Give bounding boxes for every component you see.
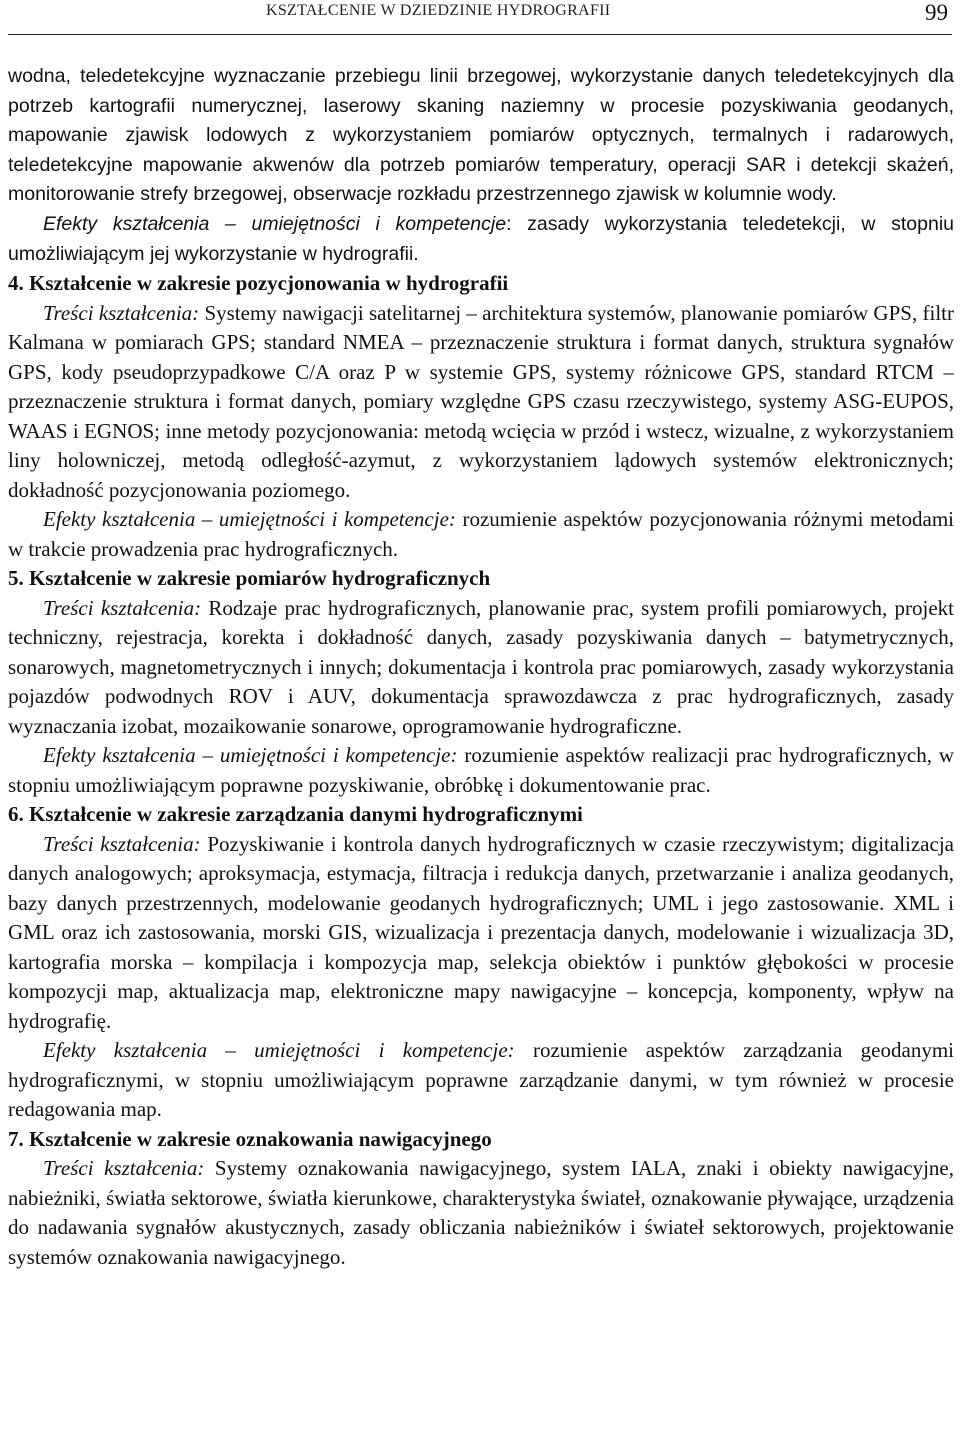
page-body bbox=[8, 62, 954, 1272]
effects-label: Efekty kształcenia – umiejętności i kompetencje: bbox=[43, 743, 458, 768]
content-label: Treści kształcenia: bbox=[43, 831, 201, 856]
intro-block bbox=[8, 62, 954, 269]
effects-text: : zasady wykorzystania teledetekcji, w stopniu umożliwiającym jej wykorzystanie w hydrografii. bbox=[8, 212, 954, 265]
effects-label: Efekty kształcenia – umiejętności i kompetencje bbox=[43, 212, 507, 235]
section-5 bbox=[8, 564, 954, 800]
content-text: Pozyskiwanie i kontrola danych hydrograficznych w czasie rzeczywistym; digitalizacja danych analogowych; aproksymacja, estymacja, filtracja i redukcja danych, przetwarzanie i analiza geodanych, bazy danych przestrzennych, modelowanie geodanych hydrograficznych; UML i jego zastosowanie. XML i GML oraz ich zastosowania, morski GIS, wizualizacja i prezentacja danych, modelowanie i wizualizacja 3D, kartografia morska – kompilacja i kompozycja map, selekcja obiektów i punktów głębokości w procesie kompozycji map, aktualizacja map, elektroniczne mapy nawigacyjne – koncepcja, komponenty, wpływ na hydrografię. bbox=[8, 831, 954, 1033]
section-heading: 6. Kształcenie w zakresie zarządzania danymi hydrograficznymi bbox=[8, 802, 583, 827]
content-label: Treści kształcenia: bbox=[43, 595, 202, 620]
effects-label: Efekty kształcenia – umiejętności i kompetencje: bbox=[43, 507, 456, 532]
content-label: Treści kształcenia: bbox=[43, 1156, 205, 1181]
content-paragraph bbox=[8, 594, 954, 742]
page-header bbox=[8, 0, 952, 35]
section-heading: 4. Kształcenie w zakresie pozycjonowania w hydrografii bbox=[8, 271, 509, 296]
content-text: Systemy nawigacji satelitarnej – architektura systemów, planowanie pomiarów GPS, filtr Kalmana w pomiarach GPS; standard NMEA – przeznaczenie struktura i format danych, struktura sygnałów GPS, kody pseudoprzypadkowe C/A oraz P w systemie GPS, systemy różnicowe GPS, standard RTCM – przeznaczenie struktura i format danych, pomiary względne GPS czasu rzeczywistego, systemy ASG-EUPOS, WAAS i EGNOS; inne metody pozycjonowania: metodą wcięcia w przód i wstecz, wizualne, z wykorzystaniem liny holowniczej, metodą odległość-azymut, z wykorzystaniem lądowych systemów elektronicznych; dokładność pozycjonowania poziomego. bbox=[8, 300, 954, 502]
intro-effects-paragraph bbox=[8, 210, 954, 269]
effects-paragraph bbox=[8, 741, 954, 800]
effects-paragraph bbox=[8, 1036, 954, 1125]
section-7 bbox=[8, 1125, 954, 1273]
content-text: Systemy oznakowania nawigacyjnego, system IALA, znaki i obiekty nawigacyjne, nabieżniki, światła sektorowe, światła kierunkowe, charakterystyka świateł, oznakowanie pływające, urządzenia do nadawania sygnałów akustycznych, zasady obliczania nabieżników i świateł sektorowych, projektowanie systemów oznakowania nawigacyjnego. bbox=[8, 1156, 954, 1269]
section-6 bbox=[8, 800, 954, 1125]
section-4 bbox=[8, 269, 954, 564]
content-label: Treści kształcenia: bbox=[43, 300, 200, 325]
content-paragraph bbox=[8, 299, 954, 506]
content-text: Rodzaje prac hydrograficznych, planowanie prac, system profili pomiarowych, projekt techniczny, rejestracja, korekta i dokładność danych, zasady pozyskiwania danych – batymetrycznych, sonarowych, magnetometrycznych i innych; dokumentacja i kontrola prac pomiarowych, zasady wykorzystania pojazdów podwodnych ROV i AUV, dokumentacja sprawozdawcza z prac hydrograficznych, zasady wyznaczania izobat, mozaikowanie sonarowe, oprogramowanie hydrograficzne. bbox=[8, 595, 954, 738]
running-head: KSZTAŁCENIE W DZIEDZINIE HYDROGRAFII bbox=[266, 2, 611, 19]
intro-paragraph: wodna, teledetekcyjne wyznaczanie przebiegu linii brzegowej, wykorzystanie danych teledetekcyjnych dla potrzeb kartografii numerycznej, laserowy skaning naziemny w procesie pozyskiwania geodanych, mapowanie zjawisk lodowych z wykorzystaniem pomiarów optycznych, termalnych i radarowych, teledetekcyjne mapowanie akwenów dla potrzeb pomiarów temperatury, operacji SAR i detekcji skażeń, monitorowanie strefy brzegowej, obserwacje rozkładu przestrzennego zjawisk w kolumnie wody. bbox=[8, 65, 954, 206]
effects-label: Efekty kształcenia – umiejętności i kompetencje: bbox=[43, 1038, 515, 1063]
effects-paragraph bbox=[8, 505, 954, 564]
effects-text: rozumienie aspektów zarządzania geodanymi hydrograficznymi, w stopniu umożliwiającym poprawne zarządzanie danymi, w tym również w procesie redagowania map. bbox=[8, 1038, 954, 1122]
effects-text: rozumienie aspektów realizacji prac hydrograficznych, w stopniu umożliwiającym poprawne pozyskiwanie, obróbkę i dokumentowanie prac. bbox=[8, 743, 954, 797]
effects-text: rozumienie aspektów pozycjonowania różnymi metodami w trakcie prowadzenia prac hydrograficznych. bbox=[8, 507, 954, 561]
section-heading: 7. Kształcenie w zakresie oznakowania nawigacyjnego bbox=[8, 1126, 492, 1151]
section-heading: 5. Kształcenie w zakresie pomiarów hydrograficznych bbox=[8, 566, 491, 591]
content-paragraph bbox=[8, 1154, 954, 1272]
content-paragraph bbox=[8, 830, 954, 1037]
page-number: 99 bbox=[925, 0, 948, 25]
